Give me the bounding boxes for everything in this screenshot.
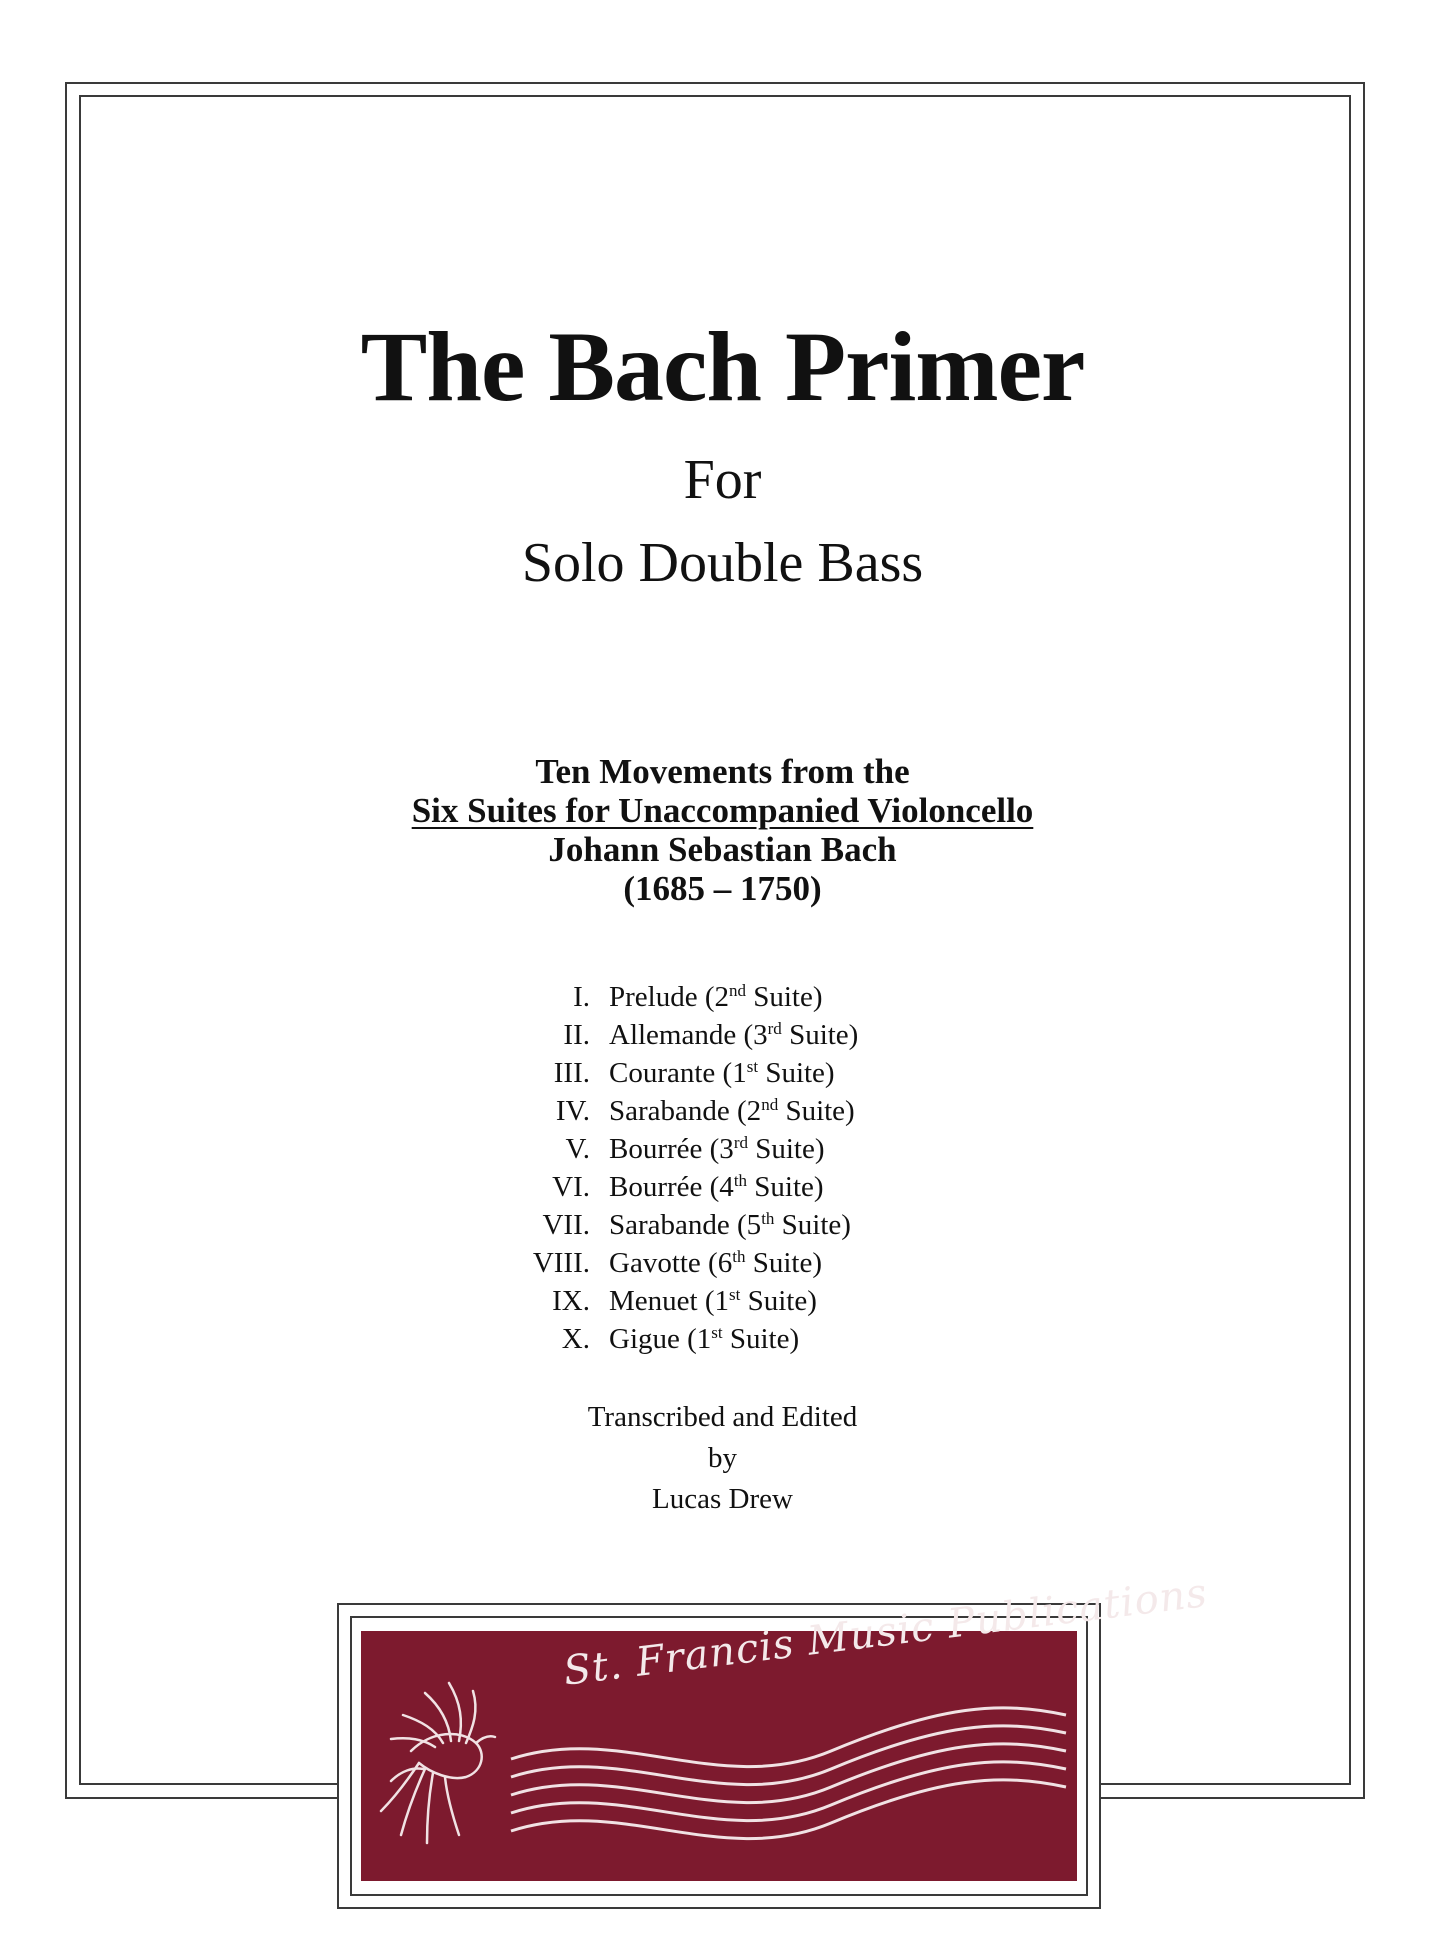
list-item [0,1244,1445,1282]
movement-title: Prelude (2nd Suite) [609,981,823,1013]
credits-line1: Transcribed and Edited [587,1401,858,1433]
list-item [0,1130,1445,1168]
movement-title: Sarabande (2nd Suite) [609,1095,855,1127]
editor-name: Lucas Drew [652,1483,793,1515]
publisher-logo [361,1569,1211,1881]
movement-number: III. [553,1057,590,1089]
movements-list [0,978,1445,1358]
publisher-name: St. Francis Music Publications [561,1569,1211,1695]
movement-number: IV. [555,1095,590,1127]
movement-number: V. [565,1133,590,1165]
list-item [0,1206,1445,1244]
movement-number: VIII. [532,1247,590,1279]
movement-number: VII. [542,1209,590,1241]
movement-number: I. [573,981,590,1013]
movement-number: IX. [552,1285,590,1317]
source-work-title: Six Suites for Unaccompanied Violoncello [411,791,1034,830]
subtitle-for: For [683,449,762,511]
movement-title: Menuet (1st Suite) [609,1285,817,1317]
list-item [0,1320,1445,1358]
movement-title: Gigue (1st Suite) [609,1323,800,1355]
list-item [0,1016,1445,1054]
movement-title: Bourrée (3rd Suite) [609,1133,825,1165]
movement-title: Sarabande (5th Suite) [609,1209,851,1241]
list-item [0,978,1445,1016]
movement-title: Bourrée (4th Suite) [609,1171,824,1203]
source-line1: Ten Movements from the [535,752,910,791]
source-heading [0,752,1445,908]
movement-number: II. [563,1019,590,1051]
list-item [0,1168,1445,1206]
composer-name: Johann Sebastian Bach [548,830,897,869]
movement-title: Gavotte (6th Suite) [609,1247,822,1279]
credits-line2: by [708,1442,737,1474]
composer-dates: (1685 – 1750) [623,869,822,908]
credits-block [0,1397,1445,1520]
movement-title: Courante (1st Suite) [609,1057,835,1089]
movement-number: VI. [552,1171,590,1203]
page-title: The Bach Primer [360,311,1085,422]
subtitle-instrument: Solo Double Bass [521,532,924,594]
list-item [0,1092,1445,1130]
list-item [0,1282,1445,1320]
movement-number: X. [561,1323,590,1355]
list-item [0,1054,1445,1092]
dove-icon [381,1683,495,1843]
movement-title: Allemande (3rd Suite) [609,1019,859,1051]
